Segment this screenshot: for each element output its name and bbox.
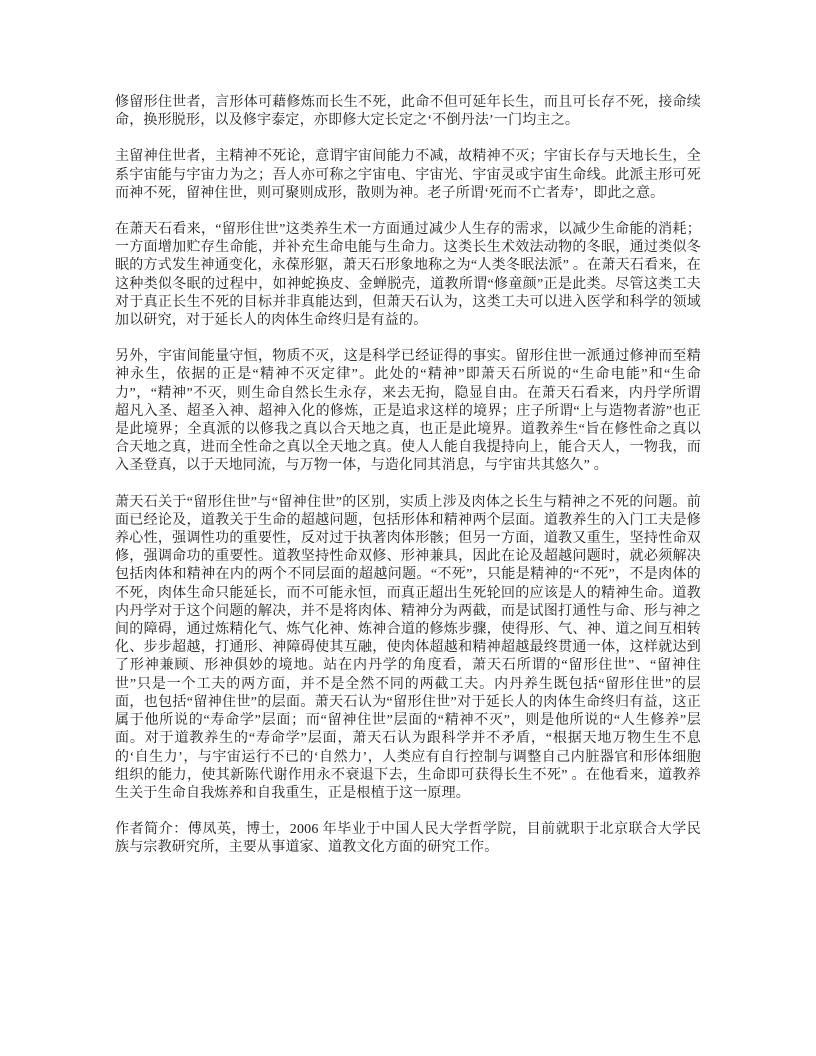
para-liushen-zhushi-definition: 主留神住世者，主精神不死论，意谓宇宙间能力不减，故精神不灭；宇宙长存与天地长生，全系宇宙能与宇宙力为之；吾人亦可称之宇宙电、宇宙光、宇宙灵或宇宙生命线。此派主形可死而神不死，留神住世，则可聚则成形，散则为神。老子所谓‘死而不亡者寿’，即此之意。	[115, 149, 701, 201]
para-liuxing-zhushi-definition: 修留形住世者，言形体可藉修炼而长生不死，此命不但可延年长生，而且可长存不死，接命续命，换形脱形，以及修宇泰定，亦即修大定长定之‘不倒丹法’一门均主之。	[115, 95, 701, 129]
author-bio: 作者简介：傅凤英，博士，2006 年毕业于中国人民大学哲学院，目前就职于北京联合大学民族与宗教研究所，主要从事道家、道教文化方面的研究工作。	[115, 822, 701, 856]
para-form-spirit-distinction-discussion: 萧天石关于“留形住世”与“留神住世”的区别，实质上涉及肉体之长生与精神之不死的问题。前面已经论及，道教关于生命的超越问题，包括形体和精神两个层面。道教养生的入门工夫是修养心性，强调性功的重要性，反对过于执著肉体形骸；但另一方面，道教又重生，坚持性命双修，强调命功的重要性。道教坚持性命双修、形神兼具，因此在论及超越问题时，就必须解决包括肉体和精神在内的两个不同层面的超越问题。“不死”，只能是精神的“不死”，不是肉体的不死，肉体生命只能延长，而不可能永恒，而真正超出生死轮回的应该是人的精神生命。道教内丹学对于这个问题的解决，并不是将肉体、精神分为两截，而是试图打通性与命、形与神之间的障碍，通过炼精化气、炼气化神、炼神合道的修炼步骤，使得形、气、神、道之间互相转化、步步超越，打通形、神障碍使其互融，使肉体超越和精神超越最终贯通一体，这样就达到了形神兼顾、形神俱妙的境地。站在内丹学的角度看，萧天石所谓的“留形住世”、“留神住世”只是一个工夫的两方面，并不是全然不同的两截工夫。内丹养生既包括“留形住世”的层面，也包括“留神住世”的层面。萧天石认为“留形住世”对于延长人的肉体生命终归有益，这正属于他所说的“寿命学”层面；而“留神住世”层面的“精神不灭”，则是他所说的“人生修养”层面。对于道教养生的“寿命学”层面，萧天石认为跟科学并不矛盾，“根据天地万物生生不息的‘自生力’，与宇宙运行不已的‘自然力’，人类应有自行控制与调整自己内脏器官和形体细胞组织的能力，使其新陈代谢作用永不衰退下去，生命即可获得长生不死” 。在他看来，道教养生关于生命自我炼养和自我重生，正是根植于这一原理。	[115, 494, 701, 801]
para-energy-conservation-spirit: 另外，宇宙间能量守恒，物质不灭，这是科学已经证得的事实。留形住世一派通过修神而至精神永生，依据的正是“精神不灭定律”。此处的“精神”即萧天石所说的“生命电能”和“生命力”，“精神”不灭，则生命自然长生永存，来去无拘，隐显自由。在萧天石看来，内丹学所谓超凡入圣、超圣入神、超神入化的修炼，正是追求这样的境界；庄子所谓“上与造物者游”也正是此境界；全真派的以修我之真以合天地之真，也正是此境界。道教养生“旨在修性命之真以合天地之真，进而全性命之真以全天地之真。使人人能自我提持向上，能合天人，一物我，而入圣登真，以于天地同流，与万物一体，与造化同其消息，与宇宙共其悠久” 。	[115, 349, 701, 474]
para-xiaotianshi-hibernation-school: 在萧天石看来，“留形住世”这类养生术一方面通过减少人生存的需求，以减少生命能的消耗；一方面增加贮存生命能，并补充生命电能与生命力。这类长生术效法动物的冬眠，通过类似冬眠的方式发生神通变化，永葆形躯，萧天石形象地称之为“人类冬眠法派” 。在萧天石看来，在这种类似冬眠的过程中，如神蛇换皮、金蝉脱壳，道教所谓“修童颜”正是此类。尽管这类工夫对于真正长生不死的目标并非真能达到，但萧天石认为，这类工夫可以进入医学和科学的领域加以研究，对于延长人的肉体生命终归是有益的。	[115, 222, 701, 329]
